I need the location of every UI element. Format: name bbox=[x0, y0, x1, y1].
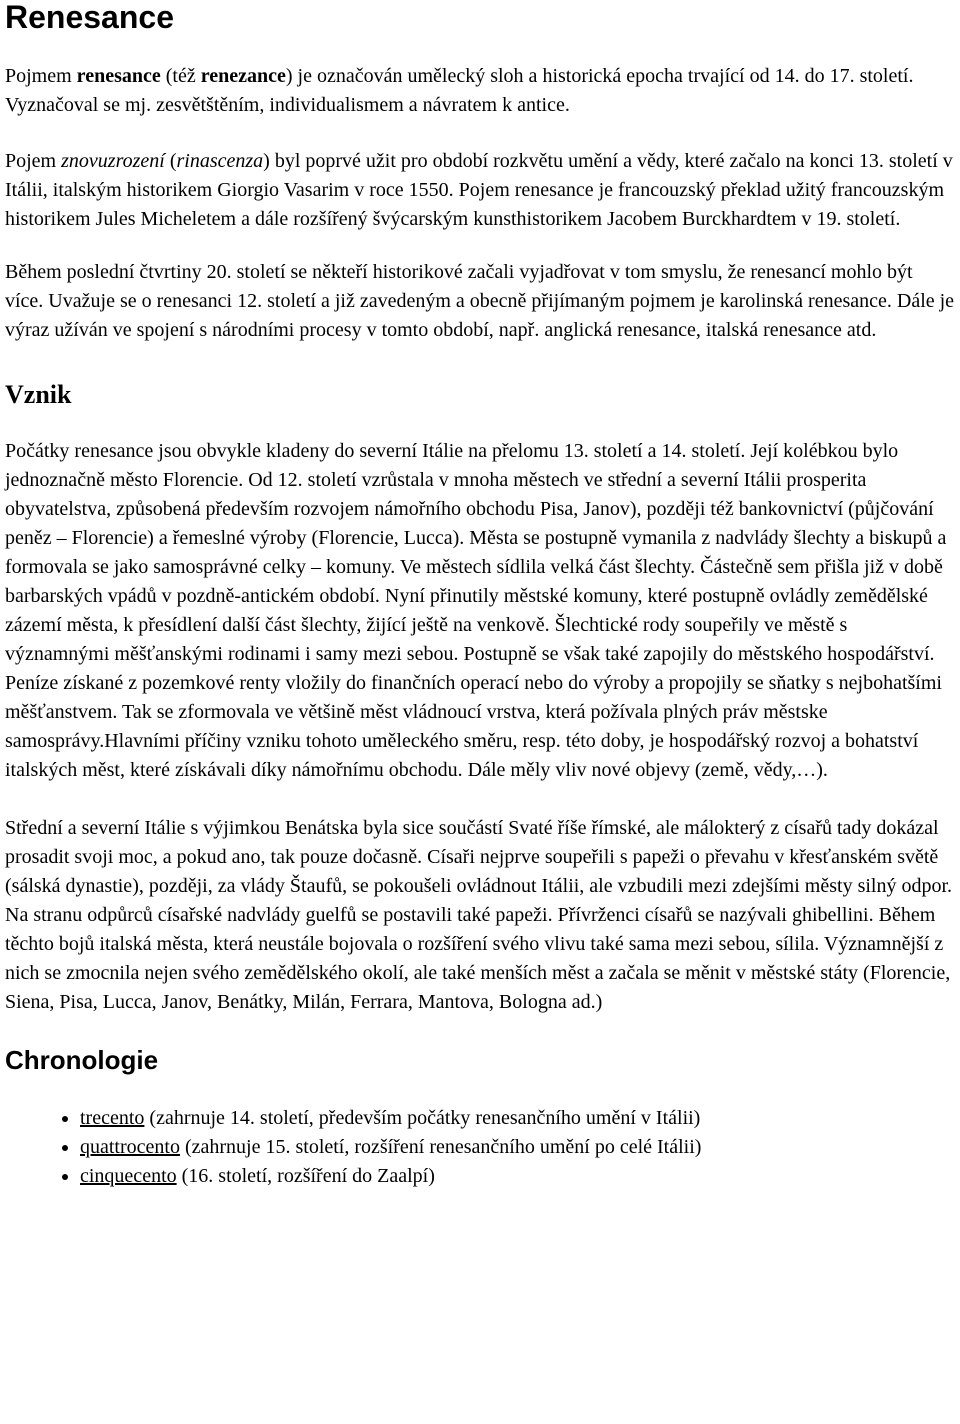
term-renezance: renezance bbox=[200, 65, 286, 87]
origin-text-2: ( bbox=[164, 150, 177, 172]
intro-text-2: (též bbox=[160, 65, 201, 87]
intro-text-3: ) je označován umělecký sloh a historická epocha trvající od 14. do 17. století. Vyznačoval se mj. zesvětštěním, individualismem a návratem k antice. bbox=[5, 65, 914, 116]
vznik-paragraph-1: Počátky renesance jsou obvykle kladeny do severní Itálie na přelomu 13. století a 14. století. Její kolébkou bylo jednoznačně město Florencie. Od 12. století vzrůstala v mnoha městech ve střední a severní Itálii prosperita obyvatelstva, způsobená především rozvojem námořního obchodu Pisa, Janov), později též bankovnictví (půjčování peněz – Florencie) a řemeslné výroby (Florencie, Lucca). Města se postupně vymanila z nadvlády šlechty a biskupů a formovala se jako samosprávné celky – komuny. Ve městech sídlila velká část šlechty. Částečně sem přišla již v době barbarských vpádů v pozdně-antickém období. Nyní přinutily městské komuny, které postupně ovládly zemědělské zázemí města, k přesídlení další část šlechty, žijící ještě na venkově. Šlechtické rody soupeřily ve městě s významnými měšťanskými rodinami i samy mezi sebou. Postupně se však také zapojily do městského hospodářství. Peníze získané z pozemkové renty vložily do finančních operací nebo do výroby a propojily se sňatky s nejbohatšími měšťanstvem. Tak se zformovala ve většině měst vládnoucí vrstva, která požívala plných práv městske samosprávy.Hlavními příčiny vzniku tohoto uměleckého směru, resp. této doby, je hospodářský rozvoj a bohatství italských měst, které získávali díky námořnímu obchodu. Dále měly vliv nové objevy (země, vědy,…). bbox=[5, 440, 947, 781]
late-20th-paragraph: Během poslední čtvrtiny 20. století se někteří historikové začali vyjadřovat v tom smyslu, že renesancí mohlo být více. Uvažuje se o renesanci 12. století a již zavedeným a obecně přijímaným pojmem je karolinská renesance. Dále je výraz užíván ve spojení s národními procesy v tomto období, např. anglická renesance, italská renesance atd. bbox=[5, 261, 955, 341]
vznik-paragraph-2: Střední a severní Itálie s výjimkou Benátska byla sice součástí Svaté říše římské, ale málokterý z císařů tady dokázal prosadit svoji moc, a pokud ano, tak pouze dočasně. Císaři nejprve soupeřili s papeži o převahu v křesťanském světě (sálská dynastie), později, za vlády Štaufů, se pokoušeli ovládnout Itálii, ale vzbudili mezi zdejšími městy silný odpor. Na stranu odpůrců císařské nadvlády guelfů se postavili také papeži. Přívrženci císařů se nazývali ghibellini. Během těchto bojů italská města, která neustále bojovala o rozšíření svého vlivu také sama mezi sebou, sílila. Významnější z nich se zmocnila nejen svého zemědělského okolí, ale také menších měst a začala se měnit v městské státy (Florencie, Siena, Pisa, Lucca, Janov, Benátky, Milán, Ferrara, Mantova, Bologna ad.) bbox=[5, 817, 953, 1013]
section-heading-vznik: Vznik bbox=[5, 380, 72, 409]
intro-paragraph bbox=[5, 62, 955, 120]
section-heading-chronologie: Chronologie bbox=[5, 1045, 159, 1075]
list-item bbox=[80, 1133, 955, 1162]
list-item bbox=[80, 1162, 955, 1191]
list-item bbox=[80, 1104, 955, 1133]
link-cinquecento[interactable]: cinquecento bbox=[80, 1165, 177, 1187]
link-trecento[interactable]: trecento bbox=[80, 1107, 145, 1129]
term-rinascenza: rinascenza bbox=[176, 150, 264, 172]
chronology-list bbox=[5, 1104, 955, 1191]
link-quattrocento[interactable]: quattrocento bbox=[80, 1136, 180, 1158]
origin-paragraph bbox=[5, 147, 955, 234]
origin-text-1: Pojem bbox=[5, 150, 62, 172]
intro-text-1: Pojmem bbox=[5, 65, 77, 87]
list-item-text: (zahrnuje 15. století, rozšíření renesančního umění po celé Itálii) bbox=[179, 1136, 702, 1158]
term-znovuzrozeni: znovuzrození bbox=[61, 150, 165, 172]
list-item-text: (zahrnuje 14. století, především počátky renesančního umění v Itálii) bbox=[144, 1107, 701, 1129]
term-renesance: renesance bbox=[76, 65, 161, 87]
origin-text-3: ) byl poprvé užit pro období rozkvětu umění a vědy, které začalo na konci 13. století v Itálii, italským historikem Giorgio Vasarim v roce 1550. Pojem renesance je francouzský překlad užitý francouzským historikem Jules Micheletem a dále rozšířený švýcarským kunsthistorikem Jacobem Burckhardtem v 19. století. bbox=[5, 150, 953, 230]
list-item-text: (16. století, rozšíření do Zaalpí) bbox=[176, 1165, 435, 1187]
page-title: Renesance bbox=[5, 0, 174, 35]
